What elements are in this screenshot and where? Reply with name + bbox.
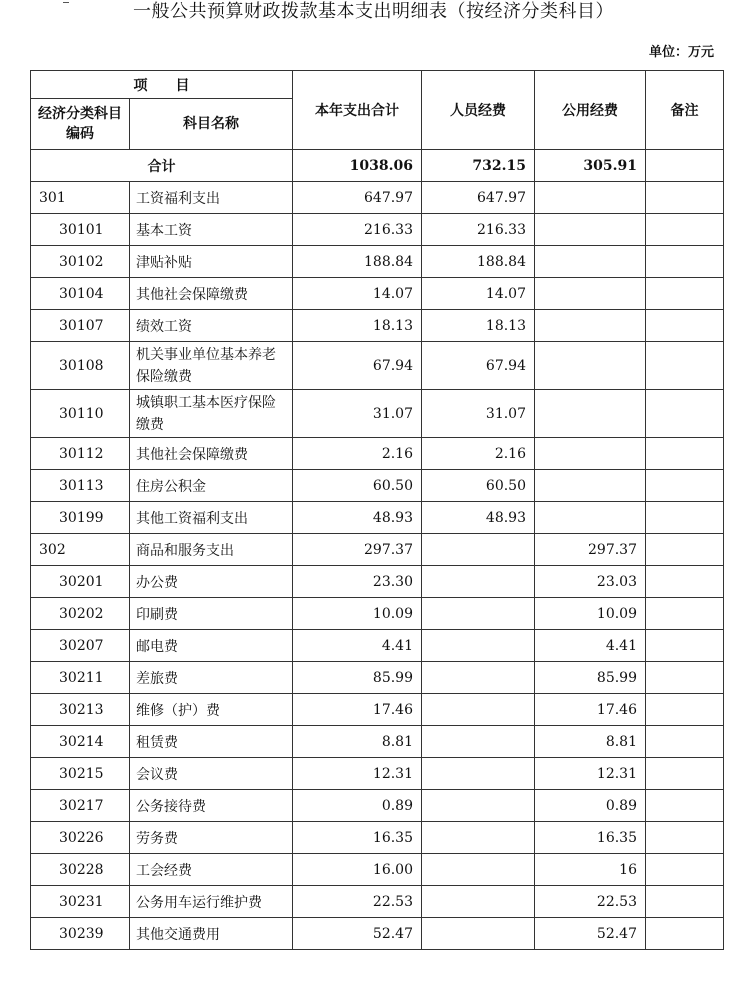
table-row: [31, 662, 724, 694]
row-name: 办公费: [130, 566, 293, 598]
row-personnel: [422, 694, 535, 726]
row-total: 14.07: [293, 278, 422, 310]
row-total: 16.35: [293, 822, 422, 854]
row-note: [646, 310, 724, 342]
row-code: 30113: [31, 470, 130, 502]
row-code: 30214: [31, 726, 130, 758]
table-row: [31, 470, 724, 502]
row-name: 会议费: [130, 758, 293, 790]
row-public: 22.53: [535, 886, 646, 918]
row-public: 297.37: [535, 534, 646, 566]
row-name: 津贴补贴: [130, 246, 293, 278]
row-total: 22.53: [293, 886, 422, 918]
row-public: [535, 502, 646, 534]
row-public: 8.81: [535, 726, 646, 758]
row-note: [646, 726, 724, 758]
row-name: 差旅费: [130, 662, 293, 694]
row-personnel: 14.07: [422, 278, 535, 310]
row-note: [646, 470, 724, 502]
row-name: 印刷费: [130, 598, 293, 630]
row-name: 维修（护）费: [130, 694, 293, 726]
header-name: 科目名称: [130, 99, 293, 150]
row-name: 租赁费: [130, 726, 293, 758]
row-public: [535, 438, 646, 470]
row-public: 17.46: [535, 694, 646, 726]
row-note: [646, 566, 724, 598]
row-personnel: 2.16: [422, 438, 535, 470]
table-row: [31, 214, 724, 246]
row-public: 16: [535, 854, 646, 886]
row-personnel: [422, 566, 535, 598]
row-name: 机关事业单位基本养老保险缴费: [130, 342, 293, 390]
row-code: 30231: [31, 886, 130, 918]
row-note: [646, 246, 724, 278]
row-personnel: [422, 886, 535, 918]
table-row: [31, 566, 724, 598]
row-note: [646, 390, 724, 438]
row-name: 住房公积金: [130, 470, 293, 502]
row-total: 85.99: [293, 662, 422, 694]
summary-label: 合计: [31, 150, 293, 182]
table-row: [31, 918, 724, 950]
row-public: [535, 246, 646, 278]
row-code: 30112: [31, 438, 130, 470]
row-total: 60.50: [293, 470, 422, 502]
row-name: 绩效工资: [130, 310, 293, 342]
summary-total: 1038.06: [293, 150, 422, 182]
row-code: 30110: [31, 390, 130, 438]
row-public: 52.47: [535, 918, 646, 950]
table-row: [31, 854, 724, 886]
row-personnel: 31.07: [422, 390, 535, 438]
row-note: [646, 822, 724, 854]
row-personnel: 60.50: [422, 470, 535, 502]
row-code: 30226: [31, 822, 130, 854]
row-public: 4.41: [535, 630, 646, 662]
row-personnel: [422, 918, 535, 950]
row-code: 30101: [31, 214, 130, 246]
row-public: [535, 390, 646, 438]
row-note: [646, 278, 724, 310]
page-title: 一般公共预算财政拨款基本支出明细表（按经济分类科目）: [133, 1, 614, 22]
row-total: 647.97: [293, 182, 422, 214]
row-name: 商品和服务支出: [130, 534, 293, 566]
row-code: 30213: [31, 694, 130, 726]
summary-personnel: 732.15: [422, 150, 535, 182]
table-row: [31, 758, 724, 790]
row-total: 67.94: [293, 342, 422, 390]
table-row: [31, 342, 724, 390]
row-personnel: 188.84: [422, 246, 535, 278]
table-body: [31, 150, 724, 950]
row-code: 301: [31, 182, 130, 214]
row-name: 公务用车运行维护费: [130, 886, 293, 918]
header-note: 备注: [646, 71, 724, 150]
table-row: [31, 182, 724, 214]
table-row: [31, 534, 724, 566]
row-personnel: [422, 662, 535, 694]
row-note: [646, 342, 724, 390]
row-public: [535, 278, 646, 310]
row-total: 18.13: [293, 310, 422, 342]
row-public: 23.03: [535, 566, 646, 598]
row-note: [646, 630, 724, 662]
table-row: [31, 502, 724, 534]
row-note: [646, 598, 724, 630]
row-personnel: [422, 822, 535, 854]
row-code: 30199: [31, 502, 130, 534]
row-total: 17.46: [293, 694, 422, 726]
table-row: [31, 438, 724, 470]
row-total: 48.93: [293, 502, 422, 534]
header-total: 本年支出合计: [293, 71, 422, 150]
row-personnel: [422, 534, 535, 566]
row-note: [646, 758, 724, 790]
summary-note: [646, 150, 724, 182]
row-note: [646, 182, 724, 214]
header-public: 公用经费: [535, 71, 646, 150]
row-personnel: [422, 726, 535, 758]
row-code: 30108: [31, 342, 130, 390]
row-code: 30102: [31, 246, 130, 278]
row-public: 85.99: [535, 662, 646, 694]
row-note: [646, 790, 724, 822]
row-total: 23.30: [293, 566, 422, 598]
table-row: [31, 886, 724, 918]
row-total: 52.47: [293, 918, 422, 950]
row-personnel: 48.93: [422, 502, 535, 534]
row-total: 4.41: [293, 630, 422, 662]
row-personnel: 647.97: [422, 182, 535, 214]
row-public: [535, 342, 646, 390]
row-code: 30215: [31, 758, 130, 790]
row-personnel: 18.13: [422, 310, 535, 342]
row-personnel: [422, 630, 535, 662]
table-row: [31, 310, 724, 342]
row-public: [535, 214, 646, 246]
row-code: 30207: [31, 630, 130, 662]
row-public: [535, 182, 646, 214]
row-code: 30201: [31, 566, 130, 598]
row-name: 城镇职工基本医疗保险缴费: [130, 390, 293, 438]
table-row: [31, 598, 724, 630]
row-total: 216.33: [293, 214, 422, 246]
row-note: [646, 886, 724, 918]
row-personnel: 216.33: [422, 214, 535, 246]
table-row: [31, 790, 724, 822]
row-total: 188.84: [293, 246, 422, 278]
table-row: [31, 726, 724, 758]
table-row: [31, 246, 724, 278]
row-personnel: [422, 758, 535, 790]
row-total: 16.00: [293, 854, 422, 886]
row-note: [646, 854, 724, 886]
row-note: [646, 214, 724, 246]
summary-row: [31, 150, 724, 182]
row-name: 其他工资福利支出: [130, 502, 293, 534]
row-code: 30217: [31, 790, 130, 822]
row-personnel: [422, 854, 535, 886]
row-total: 10.09: [293, 598, 422, 630]
table-row: [31, 822, 724, 854]
row-note: [646, 694, 724, 726]
row-note: [646, 438, 724, 470]
row-code: 30202: [31, 598, 130, 630]
expenditure-table: [30, 70, 724, 950]
row-code: 30104: [31, 278, 130, 310]
row-total: 2.16: [293, 438, 422, 470]
row-name: 公务接待费: [130, 790, 293, 822]
summary-public: 305.91: [535, 150, 646, 182]
header-personnel: 人员经费: [422, 71, 535, 150]
row-name: 工资福利支出: [130, 182, 293, 214]
row-code: 30107: [31, 310, 130, 342]
row-name: 其他社会保障缴费: [130, 438, 293, 470]
row-total: 297.37: [293, 534, 422, 566]
row-code: 30211: [31, 662, 130, 694]
row-name: 其他社会保障缴费: [130, 278, 293, 310]
row-note: [646, 534, 724, 566]
row-note: [646, 918, 724, 950]
row-total: 31.07: [293, 390, 422, 438]
row-public: 12.31: [535, 758, 646, 790]
row-name: 劳务费: [130, 822, 293, 854]
row-personnel: [422, 598, 535, 630]
row-total: 8.81: [293, 726, 422, 758]
row-personnel: [422, 790, 535, 822]
row-public: [535, 310, 646, 342]
row-public: 0.89: [535, 790, 646, 822]
table-row: [31, 390, 724, 438]
row-public: 10.09: [535, 598, 646, 630]
row-total: 0.89: [293, 790, 422, 822]
header-group: 项 目: [31, 71, 293, 99]
row-total: 12.31: [293, 758, 422, 790]
row-note: [646, 502, 724, 534]
table-row: [31, 694, 724, 726]
header-code: 经济分类科目编码: [31, 99, 130, 150]
table-row: [31, 630, 724, 662]
row-public: [535, 470, 646, 502]
row-public: 16.35: [535, 822, 646, 854]
row-name: 基本工资: [130, 214, 293, 246]
row-name: 邮电费: [130, 630, 293, 662]
table-row: [31, 278, 724, 310]
unit-label: 单位：万元: [648, 45, 714, 60]
row-name: 工会经费: [130, 854, 293, 886]
row-personnel: 67.94: [422, 342, 535, 390]
row-code: 302: [31, 534, 130, 566]
row-note: [646, 662, 724, 694]
row-code: 30228: [31, 854, 130, 886]
row-code: 30239: [31, 918, 130, 950]
row-name: 其他交通费用: [130, 918, 293, 950]
